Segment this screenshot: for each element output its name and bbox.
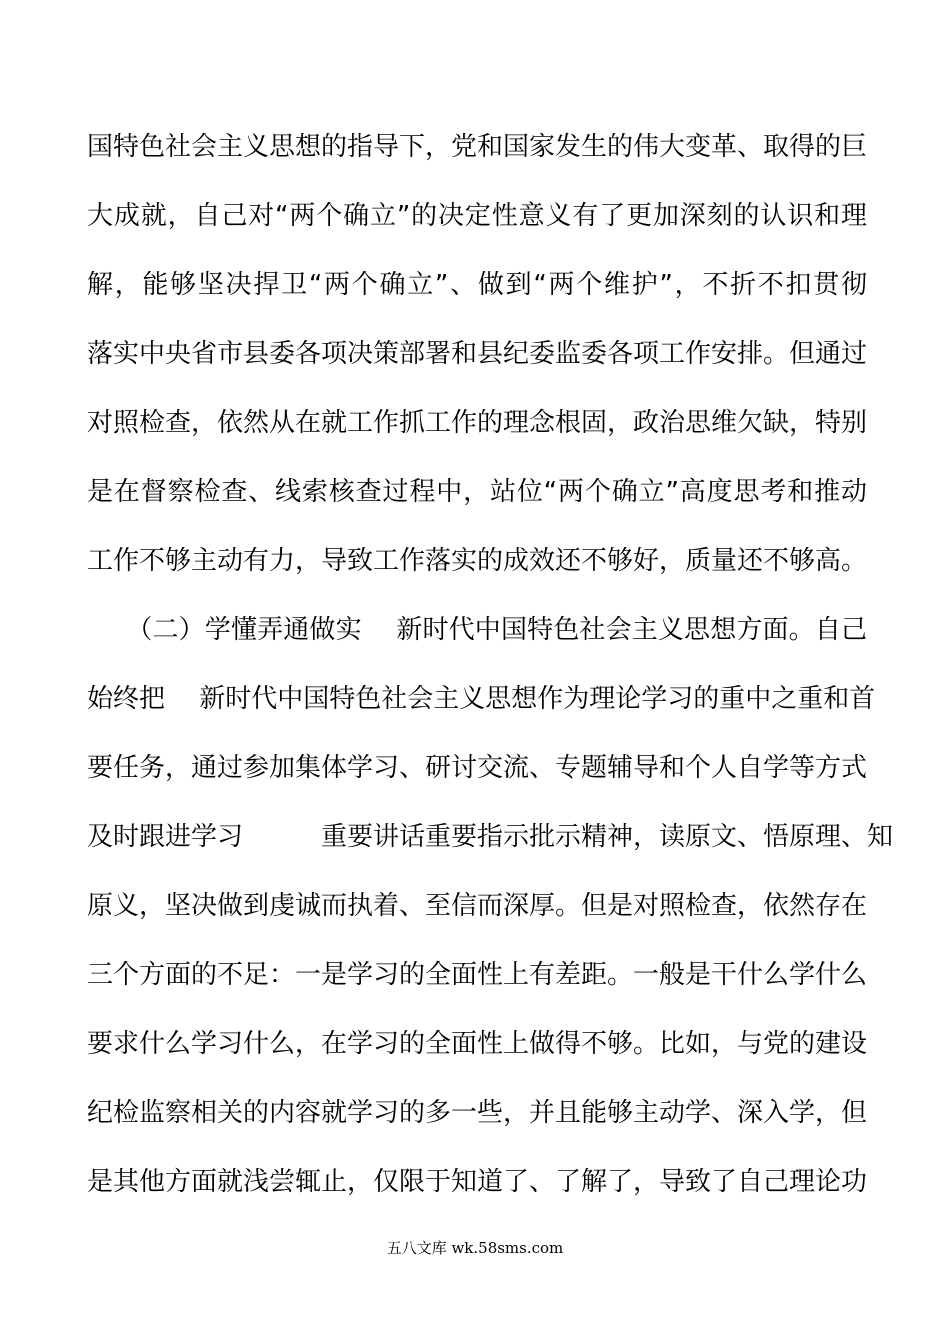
body-text-line-11: 及时跟进学习 重要讲话重要指示批示精神，读原文、悟原理、知 [87,822,894,852]
section-heading-line: （二）学懂弄通做实 新时代中国特色社会主义思想方面。自己 [87,615,867,645]
page-footer-watermark: 五八文库 wk.58sms.com [386,1239,564,1257]
body-text-line-10: 要任务，通过参加集体学习、研讨交流、专题辅导和个人自学等方式 [87,753,868,783]
body-text-line-14: 要求什么学习什么，在学习的全面性上做得不够。比如，与党的建设 [87,1029,868,1059]
body-text-line-2: 大成就，自己对“两个确立”的决定性意义有了更加深刻的认识和理 [87,201,867,231]
body-text-line-1: 国特色社会主义思想的指导下，党和国家发生的伟大变革、取得的巨 [87,132,868,162]
body-text-line-5: 对照检查，依然从在就工作抓工作的理念根固，政治思维欠缺，特别 [87,408,868,438]
body-text-line-7: 工作不够主动有力，导致工作落实的成效还不够好，质量还不够高。 [87,546,868,576]
body-text-line-3: 解，能够坚决捍卫“两个确立”、做到“两个维护”，不折不扣贯彻 [87,270,867,300]
body-text-line-12: 原义，坚决做到虔诚而执着、至信而深厚。但是对照检查，依然存在 [87,891,868,921]
body-text-line-4: 落实中央省市县委各项决策部署和县纪委监委各项工作安排。但通过 [87,339,868,369]
body-text-line-13: 三个方面的不足：一是学习的全面性上有差距。一般是干什么学什么 [87,960,868,990]
body-text-line-9: 始终把 新时代中国特色社会主义思想作为理论学习的重中之重和首 [87,684,876,714]
body-text-line-16: 是其他方面就浅尝辄止，仅限于知道了、了解了，导致了自己理论功 [87,1167,868,1197]
body-text-line-15: 纪检监察相关的内容就学习的多一些，并且能够主动学、深入学，但 [87,1098,868,1128]
body-text-line-6: 是在督察检查、线索核查过程中，站位“两个确立”高度思考和推动 [87,477,867,507]
